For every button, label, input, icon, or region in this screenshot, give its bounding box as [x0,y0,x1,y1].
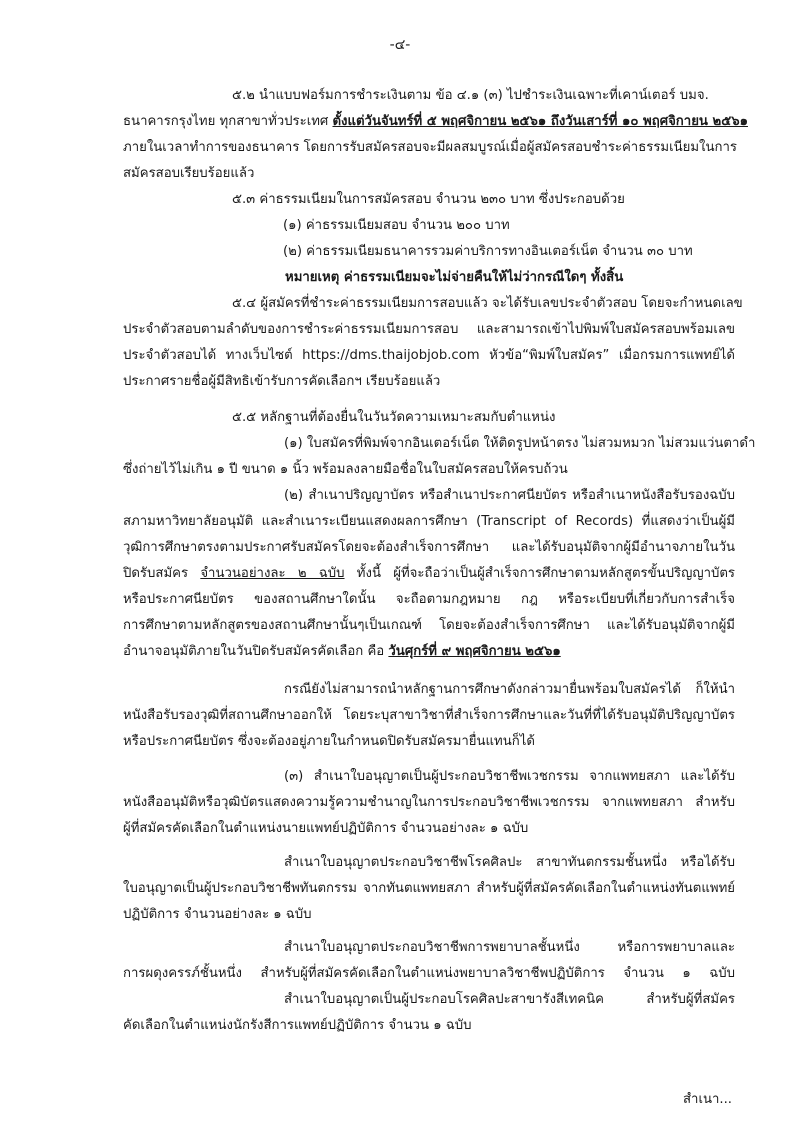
doc-note-line-2: หนังสือรับรองวุฒิที่สถานศึกษาออกให้ โดยระบุสาขาวิชาที่สำเร็จการศึกษาและวันที่ที่ได้รับอนุมัติปริญญาบัตร [123,708,735,723]
nursing-line-2: การผดุงครรภ์ชั้นหนึ่ง สำหรับผู้ที่สมัครคัดเลือกในตำแหน่งพยาบาลวิชาชีพปฏิบัติการ จำนวน ๑ ฉบับ [123,966,735,981]
fee-note: หมายเหตุ ค่าธรรมเนียมจะไม่จ่ายคืนให้ไม่ว่ากรณีใดๆ ทั้งสิ้น [285,270,624,285]
payment-period: ตั้งแต่วันจันทร์ที่ ๕ พฤศจิกายน ๒๕๖๑ ถึงวันเสาร์ที่ ๑๐ พฤศจิกายน ๒๕๖๑ [332,114,748,129]
section-5-3-line-1: ๕.๓ ค่าธรรมเนียมในการสมัครสอบ จำนวน ๒๓๐ บาท ซึ่งประกอบด้วย [232,192,625,207]
section-5-2-line-3: ภายในเวลาทำการของธนาคาร โดยการรับสมัครสอบจะมีผลสมบูรณ์เมื่อผู้สมัครสอบชำระค่าธรรมเนียมในการ [123,140,737,155]
continuation-footer: สำเนา... [683,1092,732,1107]
doc-item-3-line-2: หนังสืออนุมัติหรือวุฒิบัตรแสดงความรู้ความชำนาญในการประกอบวิชาชีพเวชกรรม จากแพทยสภา สำหรับ [123,795,735,810]
section-5-4-line-2: ประจำตัวสอบตามลำดับของการชำระค่าธรรมเนียมการสอบ และสามารถเข้าไปพิมพ์ใบสมัครสอบพร้อมเลข [123,322,735,337]
fee-item-1: (๑) ค่าธรรมเนียมสอบ จำนวน ๒๐๐ บาท [283,218,510,233]
doc-item-2-line-7: อำนาจอนุมัติภายในวันปิดรับสมัครคัดเลือก คือ วันศุกร์ที่ ๙ พฤศจิกายน ๒๕๖๑ [123,644,561,659]
doc-item-1-line-2: ซึ่งถ่ายไว้ไม่เกิน ๑ ปี ขนาด ๑ นิ้ว พร้อมลงลายมือชื่อในใบสมัครสอบให้ครบถ้วน [123,462,568,477]
doc-item-2-line-5: หรือประกาศนียบัตร ของสถานศึกษาใดนั้น จะถือตามกฎหมาย กฎ หรือระเบียบที่เกี่ยวกับการสำเร็จ [123,592,735,607]
doc-item-2-line-3: วุฒิการศึกษาตรงตามประกาศรับสมัครโดยจะต้องสำเร็จการศึกษา และได้รับอนุมัติจากผู้มีอำนาจภายในวัน [123,540,735,555]
closing-date: วันศุกร์ที่ ๙ พฤศจิกายน ๒๕๖๑ [388,644,561,659]
nursing-line-1: สำเนาใบอนุญาตประกอบวิชาชีพการพยาบาลชั้นหนึ่ง หรือการพยาบาลและ [284,940,735,955]
fee-item-2: (๒) ค่าธรรมเนียมธนาคารรวมค่าบริการทางอินเตอร์เน็ต จำนวน ๓๐ บาท [283,244,693,259]
doc-note-line-1: กรณียังไม่สามารถนำหลักฐานการศึกษาดังกล่าวมายื่นพร้อมใบสมัครได้ ก็ให้นำ [284,682,735,697]
page-number: -๔- [389,37,411,53]
radiology-line-2: คัดเลือกในตำแหน่งนักรังสีการแพทย์ปฏิบัติการ จำนวน ๑ ฉบับ [123,1018,472,1033]
doc-item-1-line-1: (๑) ใบสมัครที่พิมพ์จากอินเตอร์เน็ต ให้ติดรูปหน้าตรง ไม่สวมหมวก ไม่สวมแว่นตาดำ [284,436,756,451]
doc-note-line-3: หรือประกาศนียบัตร ซึ่งจะต้องอยู่ภายในกำหนดปิดรับสมัครมายื่นแทนก็ได้ [123,734,535,749]
copy-count: จำนวนอย่างละ ๒ ฉบับ [200,566,345,581]
section-5-4-line-3: ประจำตัวสอบได้ ทางเว็บไซต์ https://dms.thaijobjob.com หัวข้อ“พิมพ์ใบสมัคร” เมื่อกรมการแพทย์ได้ [123,348,735,363]
radiology-line-1: สำเนาใบอนุญาตเป็นผู้ประกอบโรคศิลปะสาขารังสีเทคนิค สำหรับผู้ที่สมัคร [284,992,735,1007]
dental-line-3: ปฏิบัติการ จำนวนอย่างละ ๑ ฉบับ [123,907,312,922]
section-5-2-line-2: ธนาคารกรุงไทย ทุกสาขาทั่วประเทศ ตั้งแต่วันจันทร์ที่ ๕ พฤศจิกายน ๒๕๖๑ ถึงวันเสาร์ที่ ๑๐ พฤศจิกายน ๒๕๖๑ [123,114,748,129]
section-5-4-line-1: ๕.๔ ผู้สมัครที่ชำระค่าธรรมเนียมการสอบแล้ว จะได้รับเลขประจำตัวสอบ โดยจะกำหนดเลข [232,296,743,311]
doc-item-2-line-1: (๒) สำเนาปริญญาบัตร หรือสำเนาประกาศนียบัตร หรือสำเนาหนังสือรับรองฉบับ [284,488,735,503]
doc-item-3-line-3: ผู้ที่สมัครคัดเลือกในตำแหน่งนายแพทย์ปฏิบัติการ จำนวนอย่างละ ๑ ฉบับ [123,821,529,836]
dental-line-2: ใบอนุญาตเป็นผู้ประกอบวิชาชีพทันตกรรม จากทันตแพทยสภา สำหรับผู้ที่สมัครคัดเลือกในตำแหน่งทันตแพทย์ [123,881,735,896]
doc-item-2-line-4: ปิดรับสมัคร จำนวนอย่างละ ๒ ฉบับ ทั้งนี้ ผู้ที่จะถือว่าเป็นผู้สำเร็จการศึกษาตามหลักสูตรขั้นปริญญาบัตร [123,566,735,581]
section-5-5-title: ๕.๕ หลักฐานที่ต้องยื่นในวันวัดความเหมาะสมกับตำแหน่ง [232,410,556,425]
doc-item-2-line-6: การศึกษาตามหลักสูตรของสถานศึกษานั้นๆเป็นเกณฑ์ โดยจะต้องสำเร็จการศึกษา และได้รับอนุมัติจากผู้มี [123,618,735,633]
doc-item-2-line-2: สภามหาวิทยาลัยอนุมัติ และสำเนาระเบียนแสดงผลการศึกษา (Transcript of Records) ที่แสดงว่าเป็นผู้มี [123,514,735,529]
section-5-4-line-4: ประกาศรายชื่อผู้มีสิทธิเข้ารับการคัดเลือกฯ เรียบร้อยแล้ว [123,374,441,389]
dental-line-1: สำเนาใบอนุญาตประกอบวิชาชีพโรคศิลปะ สาขาทันตกรรมชั้นหนึ่ง หรือได้รับ [284,855,735,870]
section-5-2-line-4: สมัครสอบเรียบร้อยแล้ว [123,166,255,181]
doc-item-3-line-1: (๓) สำเนาใบอนุญาตเป็นผู้ประกอบวิชาชีพเวชกรรม จากแพทยสภา และได้รับ [284,769,735,784]
section-5-2-line-1: ๕.๒ นำแบบฟอร์มการชำระเงินตาม ข้อ ๔.๑ (๓) ไปชำระเงินเฉพาะที่เคาน์เตอร์ บมจ. [232,88,709,103]
